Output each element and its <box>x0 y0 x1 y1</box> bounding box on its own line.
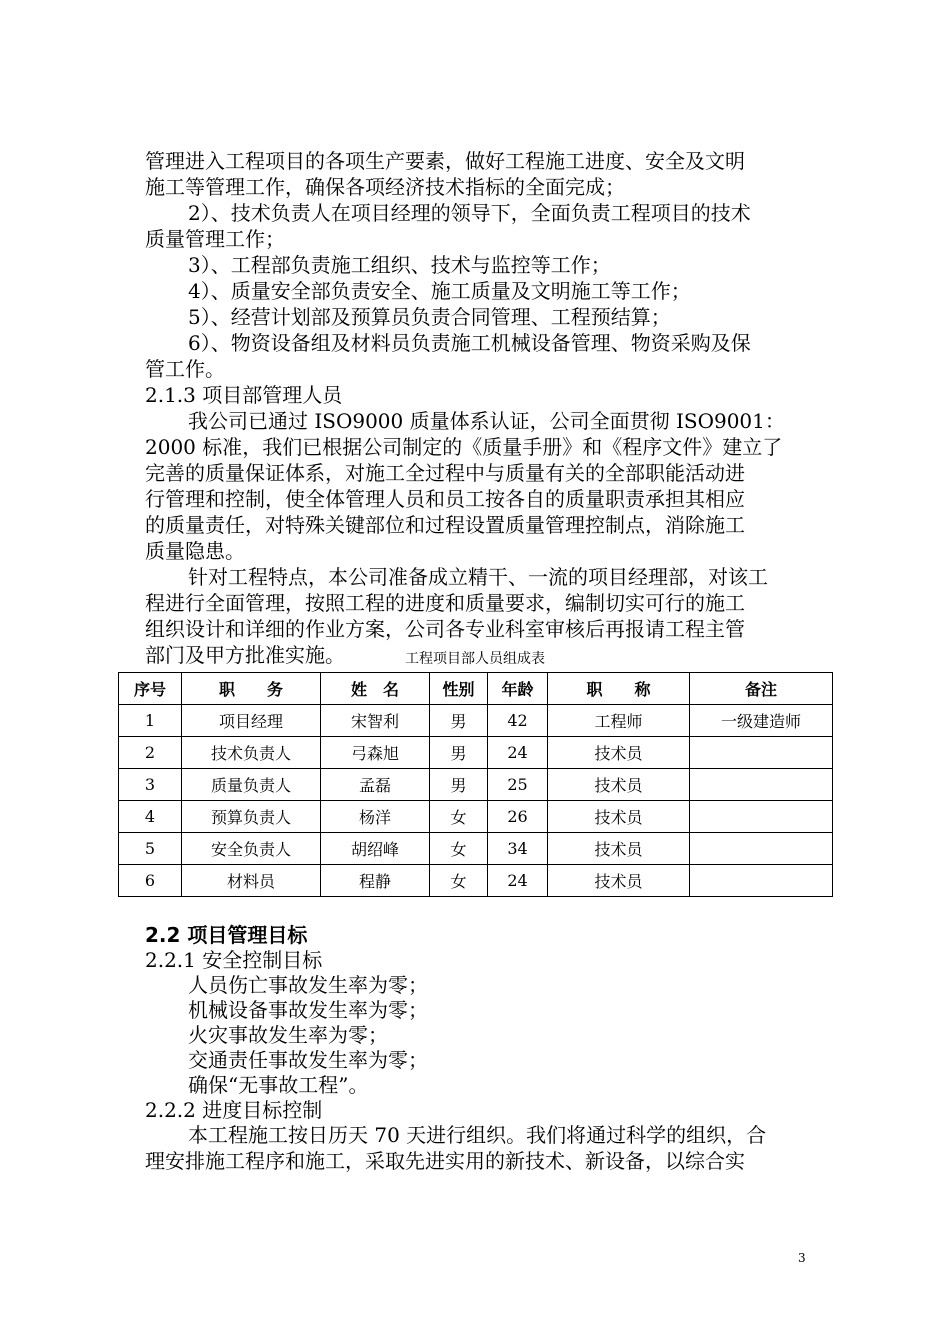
text-line: 组织设计和详细的作业方案，公司各专业科室审核后再报请工程主管 <box>145 617 745 641</box>
text-line: 施工等管理工作，确保各项经济技术指标的全面完成； <box>145 175 625 199</box>
staff-table <box>118 672 833 897</box>
table-row <box>119 833 833 865</box>
table-cell: 程静 <box>321 865 430 897</box>
table-cell: 工程师 <box>548 705 690 737</box>
table-cell <box>690 833 833 865</box>
table-cell: 4 <box>119 801 182 833</box>
text-line: 质量隐患。 <box>145 539 245 563</box>
text-line: 5）、经营计划部及预算员负责合同管理、工程预结算； <box>188 305 671 329</box>
subsection-heading: 2.2.2 进度目标控制 <box>145 1098 323 1122</box>
table-cell: 男 <box>430 705 488 737</box>
table-cell: 技术负责人 <box>182 737 321 769</box>
table-row <box>119 801 833 833</box>
text-line: 的质量责任，对特殊关键部位和过程设置质量管理控制点，消除施工 <box>145 513 745 537</box>
text-line: 本工程施工按日历天 70 天进行组织。我们将通过科学的组织，合 <box>188 1123 767 1147</box>
text-line: 管工作。 <box>145 357 225 381</box>
table-row <box>119 769 833 801</box>
table-cell: 胡绍峰 <box>321 833 430 865</box>
text-line: 完善的质量保证体系，对施工全过程中与质量有关的全部职能活动进 <box>145 461 745 485</box>
table-cell <box>690 865 833 897</box>
table-cell: 宋智利 <box>321 705 430 737</box>
text-line: 质量管理工作； <box>145 227 285 251</box>
text-line: 火灾事故发生率为零； <box>188 1023 388 1047</box>
table-cell: 技术员 <box>548 769 690 801</box>
table-cell: 24 <box>488 737 548 769</box>
table-caption: 工程项目部人员组成表 <box>405 651 545 667</box>
text-line: 机械设备事故发生率为零； <box>188 998 428 1022</box>
table-cell <box>690 769 833 801</box>
table-cell: 质量负责人 <box>182 769 321 801</box>
table-row <box>119 737 833 769</box>
table-cell <box>690 737 833 769</box>
table-cell: 男 <box>430 737 488 769</box>
text-line: 部门及甲方批准实施。 <box>145 643 345 667</box>
table-cell: 26 <box>488 801 548 833</box>
text-line: 管理进入工程项目的各项生产要素，做好工程施工进度、安全及文明 <box>145 149 745 173</box>
text-line: 确保“无事故工程”。 <box>188 1073 369 1097</box>
table-cell: 5 <box>119 833 182 865</box>
text-line: 理安排施工程序和施工，采取先进实用的新技术、新设备，以综合实 <box>145 1149 745 1173</box>
text-line: 2000 标准，我们已根据公司制定的《质量手册》和《程序文件》建立了 <box>145 435 783 459</box>
table-cell: 男 <box>430 769 488 801</box>
table-cell <box>690 801 833 833</box>
text-line: 人员伤亡事故发生率为零； <box>188 973 428 997</box>
text-line: 6）、物资设备组及材料员负责施工机械设备管理、物资采购及保 <box>188 331 751 355</box>
header-cell: 序号 <box>119 673 182 705</box>
subsection-heading: 2.1.3 项目部管理人员 <box>145 383 343 407</box>
table-cell: 25 <box>488 769 548 801</box>
table-cell: 3 <box>119 769 182 801</box>
table-cell: 1 <box>119 705 182 737</box>
header-cell: 姓 名 <box>321 673 430 705</box>
table-row <box>119 865 833 897</box>
table-cell: 6 <box>119 865 182 897</box>
text-line: 针对工程特点，本公司准备成立精干、一流的项目经理部，对该工 <box>188 565 768 589</box>
table-cell: 一级建造师 <box>690 705 833 737</box>
text-line: 4）、质量安全部负责安全、施工质量及文明施工等工作； <box>188 279 691 303</box>
header-cell: 职 务 <box>182 673 321 705</box>
table-cell: 技术员 <box>548 737 690 769</box>
text-line: 程进行全面管理，按照工程的进度和质量要求，编制切实可行的施工 <box>145 591 745 615</box>
table-cell: 24 <box>488 865 548 897</box>
table-cell: 弓森旭 <box>321 737 430 769</box>
table-cell: 技术员 <box>548 865 690 897</box>
section-heading: 2.2 项目管理目标 <box>145 923 308 947</box>
text-line: 交通责任事故发生率为零； <box>188 1048 428 1072</box>
table-cell: 技术员 <box>548 801 690 833</box>
table-cell: 孟磊 <box>321 769 430 801</box>
table-cell: 女 <box>430 833 488 865</box>
table-cell: 材料员 <box>182 865 321 897</box>
table-cell: 预算负责人 <box>182 801 321 833</box>
table-cell: 34 <box>488 833 548 865</box>
header-cell: 性别 <box>430 673 488 705</box>
text-line: 3）、工程部负责施工组织、技术与监控等工作； <box>188 253 611 277</box>
table-row <box>119 705 833 737</box>
text-line: 我公司已通过 ISO9000 质量体系认证，公司全面贯彻 ISO9001： <box>188 409 785 433</box>
table-cell: 女 <box>430 865 488 897</box>
table-cell: 技术员 <box>548 833 690 865</box>
table-cell: 女 <box>430 801 488 833</box>
table-cell: 42 <box>488 705 548 737</box>
header-cell: 职 称 <box>548 673 690 705</box>
table-cell: 项目经理 <box>182 705 321 737</box>
table-cell: 安全负责人 <box>182 833 321 865</box>
header-cell: 年龄 <box>488 673 548 705</box>
subsection-heading: 2.2.1 安全控制目标 <box>145 948 323 972</box>
text-line: 行管理和控制，使全体管理人员和员工按各自的质量职责承担其相应 <box>145 487 745 511</box>
header-cell: 备注 <box>690 673 833 705</box>
text-line: 2）、技术负责人在项目经理的领导下，全面负责工程项目的技术 <box>188 201 751 225</box>
page-number: 3 <box>798 1251 806 1265</box>
table-header-row <box>119 673 833 705</box>
table-cell: 2 <box>119 737 182 769</box>
table-cell: 杨洋 <box>321 801 430 833</box>
